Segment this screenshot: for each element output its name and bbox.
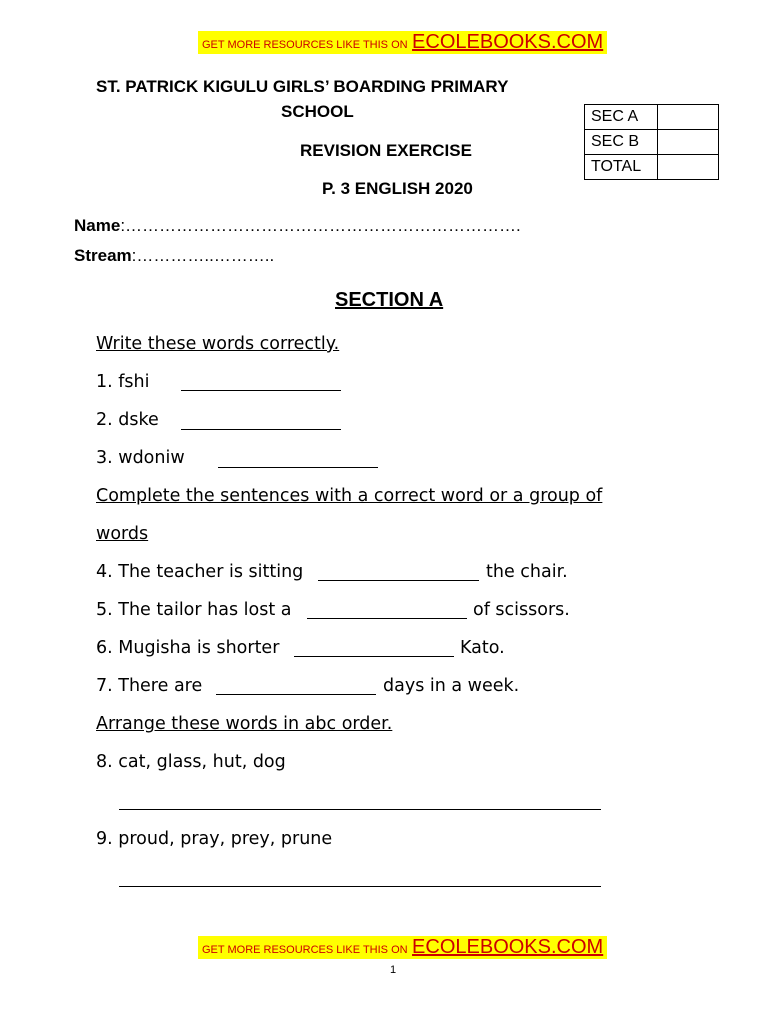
- banner-link[interactable]: ECOLEBOOKS.COM: [412, 31, 604, 53]
- score-box[interactable]: [658, 130, 719, 155]
- score-row-total: [585, 155, 719, 180]
- stream-field[interactable]: [74, 246, 274, 266]
- question-4-end: the chair.: [486, 562, 568, 582]
- exercise-title: REVISION EXERCISE: [300, 141, 472, 160]
- question-4-start: 4. The teacher is sitting: [96, 562, 304, 582]
- question-2: 2. dske: [96, 410, 159, 430]
- stream-label: Stream: [74, 246, 132, 265]
- name-label: Name: [74, 216, 121, 235]
- question-6-end: Kato.: [460, 638, 505, 658]
- score-box[interactable]: [658, 105, 719, 130]
- name-field[interactable]: [74, 216, 521, 236]
- score-label: SEC B: [585, 130, 658, 155]
- answer-line-8[interactable]: [119, 809, 601, 810]
- instruction-spell: Write these words correctly.: [96, 334, 340, 354]
- answer-line-7[interactable]: [216, 694, 376, 695]
- section-title: SECTION A: [335, 289, 444, 311]
- question-9: 9. proud, pray, prey, prune: [96, 829, 333, 849]
- bottom-banner[interactable]: [198, 936, 607, 959]
- answer-line-2[interactable]: [181, 429, 341, 430]
- question-5-start: 5. The tailor has lost a: [96, 600, 292, 620]
- stream-dots: :…………..………..: [131, 246, 275, 265]
- question-6-start: 6. Mugisha is shorter: [96, 638, 280, 658]
- answer-line-5[interactable]: [307, 618, 467, 619]
- answer-line-1[interactable]: [181, 390, 341, 391]
- banner-prefix: GET MORE RESOURCES LIKE THIS ON: [202, 944, 408, 956]
- question-8: 8. cat, glass, hut, dog: [96, 752, 286, 772]
- instruction-arrange: Arrange these words in abc order.: [96, 714, 393, 734]
- answer-line-6[interactable]: [294, 656, 454, 657]
- question-5-end: of scissors.: [473, 600, 570, 620]
- top-banner[interactable]: [198, 31, 607, 54]
- score-label: SEC A: [585, 105, 658, 130]
- score-table: [584, 104, 719, 180]
- answer-line-4[interactable]: [318, 580, 479, 581]
- instruction-complete-line2: words: [96, 524, 149, 544]
- name-dots: :…………………………………………………………….: [120, 216, 521, 235]
- school-name-line1: ST. PATRICK KIGULU GIRLS’ BOARDING PRIMARY: [96, 77, 509, 96]
- score-row-sec-a: [585, 105, 719, 130]
- page-number: 1: [390, 964, 397, 976]
- instruction-complete-line1: Complete the sentences with a correct word or a group of: [96, 486, 603, 506]
- banner-link[interactable]: ECOLEBOOKS.COM: [412, 936, 604, 958]
- question-7-end: days in a week.: [383, 676, 520, 696]
- score-box[interactable]: [658, 155, 719, 180]
- answer-line-3[interactable]: [218, 467, 378, 468]
- question-3: 3. wdoniw: [96, 448, 185, 468]
- subject-title: P. 3 ENGLISH 2020: [322, 179, 473, 198]
- question-7-start: 7. There are: [96, 676, 203, 696]
- score-label: TOTAL: [585, 155, 658, 180]
- answer-line-9[interactable]: [119, 886, 601, 887]
- school-name-line2: SCHOOL: [281, 102, 354, 121]
- score-row-sec-b: [585, 130, 719, 155]
- question-1: 1. fshi: [96, 372, 150, 392]
- banner-prefix: GET MORE RESOURCES LIKE THIS ON: [202, 39, 408, 51]
